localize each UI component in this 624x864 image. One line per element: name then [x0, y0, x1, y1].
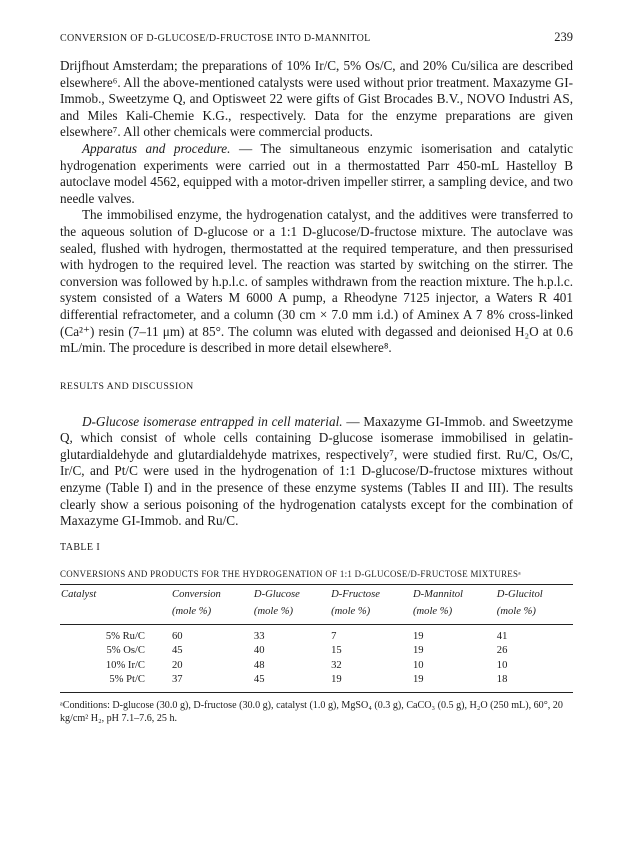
cell-conversion: 45	[172, 645, 183, 657]
header-fructose-unit: (mole %)	[330, 602, 412, 625]
header-conversion: Conversion	[171, 584, 253, 602]
table-row	[60, 644, 573, 659]
cell-fructose: 19	[330, 673, 412, 692]
header-glucose-unit: (mole %)	[253, 602, 330, 625]
running-header	[60, 30, 573, 45]
results-table	[60, 584, 573, 693]
header-conversion-unit: (mole %)	[171, 602, 253, 625]
running-title: CONVERSION OF D-GLUCOSE/D-FRUCTOSE INTO D-MANNITOL	[60, 33, 371, 44]
section-heading: RESULTS AND DISCUSSION	[60, 380, 194, 392]
apparatus-subheading: Apparatus and procedure.	[82, 140, 231, 156]
cell-glucitol: 10	[496, 659, 508, 671]
cell-catalyst: 5% Os/C	[106, 645, 145, 657]
header-glucitol: D-Glucitol	[496, 584, 573, 602]
cell-conversion: 37	[171, 673, 253, 692]
table-header	[60, 584, 573, 624]
paragraph-catalysts: Drijfhout Amsterdam; the preparations of 10% Ir/C, 5% Os/C, and 20% Cu/silica are described elsewhere⁶. All the above-mentioned catalysts were used without prior treatment. Maxazyme GI-Immob., Sweetzyme Q, and Optisweet 22 were gifts of Gist Brocades B.V., NOVO Industri AS, and Miles Kali-Chemie K.G., respectively. Data for the enzyme preparations are given elsewhere⁷. All other chemicals were commercial products.	[60, 58, 573, 140]
cell-glucose: 48	[253, 659, 265, 671]
cell-catalyst: 5% Pt/C	[60, 673, 171, 692]
cell-conversion: 60	[172, 630, 183, 642]
cell-fructose: 32	[331, 659, 342, 671]
table-header-row-2	[60, 602, 573, 625]
table-label: TABLE I	[60, 541, 101, 553]
header-mannitol: D-Mannitol	[412, 584, 496, 602]
header-catalyst-unit	[60, 602, 171, 625]
cell-glucitol: 18	[496, 673, 573, 692]
paragraph-results	[60, 414, 573, 530]
table-header-row-1	[60, 584, 573, 602]
header-glucose: D-Glucose	[253, 584, 330, 602]
cell-mannitol: 19	[412, 673, 496, 692]
cell-mannitol: 19	[412, 645, 424, 657]
table-row	[60, 624, 573, 644]
paragraph-apparatus	[60, 141, 573, 207]
cell-catalyst: 10% Ir/C	[105, 659, 145, 671]
page	[60, 30, 573, 725]
cell-mannitol: 19	[412, 630, 424, 642]
table-row	[60, 673, 573, 692]
table-caption: CONVERSIONS AND PRODUCTS FOR THE HYDROGENATION OF 1:1 D-GLUCOSE/D-FRUCTOSE MIXTURESᵃ	[60, 568, 521, 579]
cell-mannitol: 10	[412, 659, 424, 671]
table-row	[60, 659, 573, 674]
header-catalyst: Catalyst	[60, 584, 171, 602]
page-number: 239	[554, 30, 573, 44]
cell-fructose: 15	[331, 645, 342, 657]
table-footnote: ᵃConditions: D-glucose (30.0 g), D-fructose (30.0 g), catalyst (1.0 g), MgSO₄ (0.3 g), CaCO₃ (0.5 g), H₂O (250 mL), 60°, 20 kg/cm² H₂, pH 7.1–7.6, 25 h.	[60, 699, 563, 724]
cell-glucose: 45	[253, 673, 330, 692]
results-text: — Maxazyme GI-Immob. and Sweetzyme Q, which consist of whole cells containing D-glucose isomerase immobilised in gelatin-glutardialdehyde and glutardialdehyde matrixes, respectively⁷, were studied first. Ru/C, Os/C, Ir/C, and Pt/C were used in the hydrogenation of 1:1 D-glucose/D-fructose mixtures without enzyme (Table I) and in the presence of these enzyme systems (Tables II and III). The results clearly show a serious poisoning of the hydrogenation catalysts except for the combination of Maxazyme GI-Immob. and Ru/C.	[60, 413, 573, 529]
cell-glucose: 33	[253, 630, 265, 642]
cell-glucitol: 41	[496, 630, 508, 642]
table-body	[60, 624, 573, 692]
results-subheading: D-Glucose isomerase entrapped in cell material.	[82, 413, 343, 429]
apparatus-text: — The simultaneous enzymic isomerisation and catalytic hydrogenation experiments were carried out in a thermostatted Parr 450-mL Hastelloy B autoclave model 4562, equipped with a motor-driven impeller stirrer, a sampling device, and two needle valves.	[60, 140, 573, 206]
cell-fructose: 7	[331, 630, 337, 642]
paragraph-procedure: The immobilised enzyme, the hydrogenation catalyst, and the additives were transferred to the aqueous solution of D-glucose or a 1:1 D-glucose/D-fructose mixture. The autoclave was sealed, flushed with hydrogen, thermostatted at the required temperature, and then pressurised with hydrogen to the required level. The reaction was started by switching on the stirrer. The conversion was followed by h.p.l.c. of samples withdrawn from the reaction mixture. The h.p.l.c. system consisted of a Waters M 6000 A pump, a Rheodyne 7125 injector, a Waters R 401 differential refractometer, and a column (30 cm × 7.0 mm i.d.) of Aminex A 7 8% cross-linked (Ca²⁺) resin (7–11 μm) at 85°. The column was eluted with degassed and deionised H₂O at 0.6 mL/min. The procedure is described in more detail elsewhere⁸.	[60, 207, 573, 356]
cell-conversion: 20	[172, 659, 183, 671]
header-fructose: D-Fructose	[330, 584, 412, 602]
cell-catalyst: 5% Ru/C	[105, 630, 145, 642]
header-mannitol-unit: (mole %)	[412, 602, 496, 625]
cell-glucose: 40	[253, 645, 265, 657]
header-glucitol-unit: (mole %)	[496, 602, 573, 625]
cell-glucitol: 26	[496, 645, 508, 657]
